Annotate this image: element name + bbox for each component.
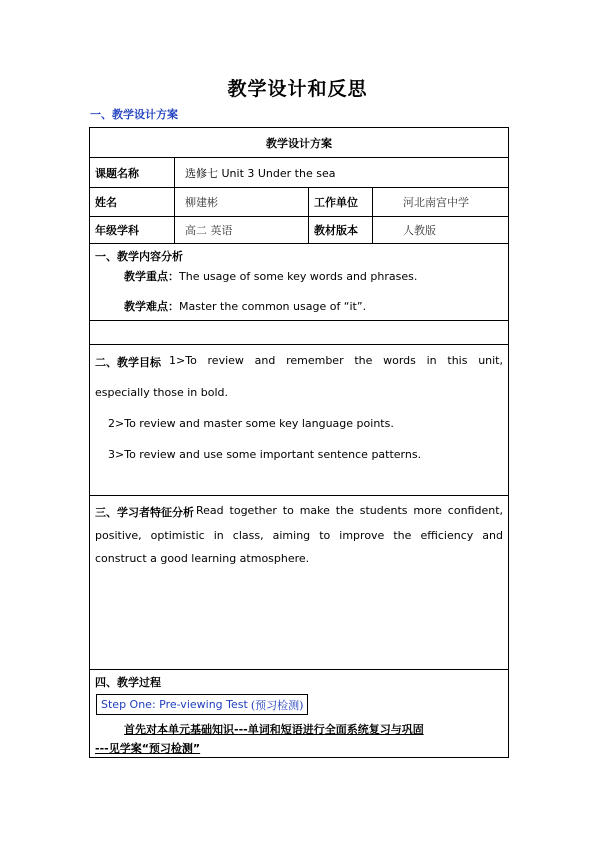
objectives-block [90, 345, 508, 496]
grade-value: 高二 英语 [174, 217, 308, 243]
teaching-difficulty-text: Master the common usage of “it”. [179, 300, 367, 313]
teaching-difficulty-label: 教学难点： [124, 300, 179, 313]
table-header: 教学设计方案 [266, 136, 332, 150]
learner-analysis-block [90, 496, 508, 670]
learner-text-1: Read together to make the students more confident, [196, 504, 503, 517]
teaching-focus-text: The usage of some key words and phrases. [179, 270, 418, 283]
grade-row [90, 217, 508, 244]
table-header-row [90, 128, 508, 158]
topic-value: 选修七 Unit 3 Under the sea [174, 158, 508, 187]
learner-text-3: construct a good learning atmosphere. [95, 552, 310, 565]
textbook-label: 教材版本 [308, 217, 372, 243]
objectives-label: 二、教学目标 [95, 356, 161, 369]
textbook-value: 人教版 [372, 217, 508, 243]
content-analysis-heading: 一、教学内容分析 [95, 250, 183, 263]
step-one-box [96, 694, 308, 715]
teaching-focus-label: 教学重点： [124, 270, 179, 283]
objectives-line1 [95, 354, 503, 370]
learner-line1 [95, 504, 503, 520]
process-heading: 四、教学过程 [95, 676, 161, 689]
work-label: 工作单位 [308, 188, 372, 216]
topic-label: 课题名称 [95, 166, 139, 180]
name-row [90, 188, 508, 217]
objective-2: 2>To review and master some key language points. [108, 417, 394, 430]
learner-text-2: positive, optimistic in class, aiming to improve the efficiency and [95, 529, 503, 542]
objective-1b: especially those in bold. [95, 386, 228, 399]
work-value: 河北南宫中学 [372, 188, 508, 216]
lesson-plan-table [89, 127, 509, 758]
document-title: 教学设计和反思 [227, 78, 368, 100]
content-analysis-block [90, 244, 508, 321]
topic-row [90, 158, 508, 188]
teaching-focus [124, 268, 417, 284]
teaching-difficulty [124, 298, 366, 314]
process-paragraph-line2: ---见学案“预习检测” [95, 742, 201, 755]
process-paragraph-line1: 首先对本单元基础知识---单词和短语进行全面系统复习与巩固 [124, 723, 424, 736]
step-one-subtitle: (预习检测) [250, 698, 304, 712]
learner-analysis-label: 三、学习者特征分析 [95, 506, 194, 519]
blank-row [90, 321, 508, 345]
objective-3: 3>To review and use some important sentence patterns. [108, 448, 422, 461]
objective-1a: 1>To review and remember the words in this unit, [169, 354, 503, 367]
name-label: 姓名 [95, 196, 117, 209]
grade-label: 年级学科 [95, 224, 139, 237]
name-value: 柳建彬 [174, 188, 308, 216]
section-heading: 一、教学设计方案 [90, 108, 178, 121]
step-one-title: Step One: Pre-viewing Test [101, 698, 248, 711]
